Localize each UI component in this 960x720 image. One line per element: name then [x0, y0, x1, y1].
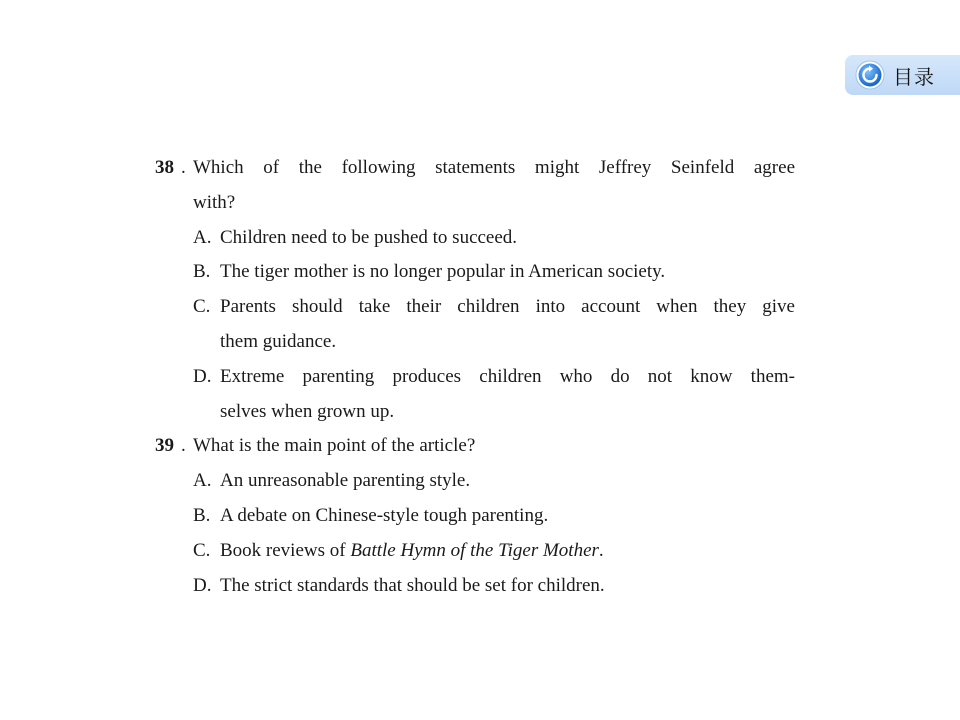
- question-39-stem: [155, 429, 795, 464]
- option-text: Book reviews of: [220, 539, 351, 561]
- option-39-c[interactable]: [155, 534, 795, 569]
- question-number-dot: .: [181, 435, 186, 457]
- option-39-a[interactable]: [155, 464, 795, 499]
- question-stem-line: Which of the following statements might Jeffrey Seinfeld agree: [193, 157, 795, 178]
- question-38-stem: [155, 151, 795, 221]
- question-stem-line: What is the main point of the article?: [193, 435, 476, 457]
- option-39-d[interactable]: [155, 569, 795, 604]
- option-text-line: them guidance.: [220, 330, 337, 352]
- toc-label: 目录: [893, 64, 935, 89]
- option-letter: D.: [193, 574, 212, 596]
- option-letter: A.: [193, 226, 212, 248]
- option-letter: C.: [193, 296, 211, 318]
- option-letter: C.: [193, 539, 211, 561]
- option-38-b[interactable]: [155, 255, 795, 290]
- option-text: Children need to be pushed to succeed.: [220, 226, 518, 248]
- option-39-b[interactable]: [155, 499, 795, 534]
- option-text-line: selves when grown up.: [220, 400, 395, 422]
- toc-button[interactable]: [845, 55, 960, 95]
- option-text: An unreasonable parenting style.: [220, 470, 471, 492]
- option-text: The tiger mother is no longer popular in American society.: [220, 261, 666, 283]
- question-number: 39: [155, 435, 174, 457]
- question-list: [155, 151, 795, 603]
- refresh-icon: [855, 60, 885, 90]
- option-38-d[interactable]: [155, 360, 795, 430]
- option-letter: B.: [193, 261, 211, 283]
- question-number-dot: .: [181, 157, 186, 178]
- question-stem-line: with?: [193, 191, 236, 213]
- option-letter: A.: [193, 470, 212, 492]
- option-letter: D.: [193, 365, 212, 387]
- option-letter: B.: [193, 504, 211, 526]
- question-number: 38: [155, 157, 174, 178]
- option-text-end: .: [598, 539, 604, 561]
- option-text-line: Extreme parenting produces children who do not know them-: [220, 365, 795, 387]
- option-38-a[interactable]: [155, 221, 795, 256]
- option-38-c[interactable]: [155, 290, 795, 360]
- option-text: A debate on Chinese-style tough parenting.: [220, 504, 549, 526]
- option-text-line: Parents should take their children into account when they give: [220, 296, 795, 318]
- book-title: Battle Hymn of the Tiger Mother: [350, 539, 599, 561]
- option-text: The strict standards that should be set for children.: [220, 574, 605, 596]
